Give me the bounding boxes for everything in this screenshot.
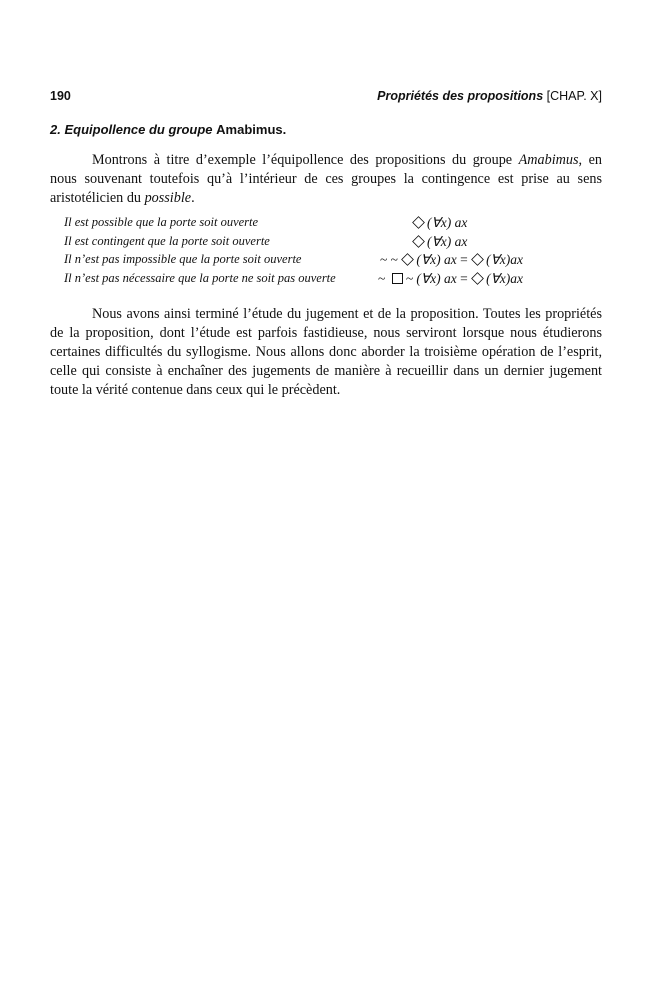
possibility-diamond-icon xyxy=(401,253,414,266)
formula-equivalent: (∀x)ax xyxy=(486,270,524,286)
formula-row xyxy=(64,234,602,253)
negation-symbol: ~ xyxy=(378,270,386,286)
formula-body: (∀x) ax xyxy=(427,233,468,249)
equals-sign: = xyxy=(460,252,468,267)
formula-body: (∀x) ax xyxy=(427,215,468,230)
proposition-text: Il est contingent que la porte soit ouverte xyxy=(64,233,270,248)
proposition-text: Il n’est pas impossible que la porte soit ouverte xyxy=(64,252,302,266)
paragraph-text: . xyxy=(191,190,195,206)
formula-list xyxy=(64,215,602,289)
necessity-box-icon xyxy=(392,273,403,284)
formula-row xyxy=(64,252,602,271)
possibility-diamond-icon xyxy=(412,235,425,248)
formula-expression xyxy=(378,271,523,287)
formula-body: (∀x) ax xyxy=(416,252,457,267)
chapter-title-text: Propriétés des propositions xyxy=(377,89,544,103)
paragraph-text: Montrons à titre d’exemple l’équipollence des propositions du groupe xyxy=(92,152,519,168)
possibility-diamond-icon xyxy=(471,253,484,266)
italic-term-amabimus: Amabimus xyxy=(518,152,579,168)
italic-term-possible: possible xyxy=(144,190,192,206)
section-title-group: Amabimus. xyxy=(216,122,287,137)
possibility-diamond-icon xyxy=(471,272,484,285)
formula-body: ~ (∀x) ax xyxy=(405,270,457,286)
proposition-text: Il est possible que la porte soit ouverte xyxy=(64,215,259,229)
negation-symbols: ~ ~ xyxy=(380,252,398,267)
possibility-diamond-icon xyxy=(412,216,425,229)
paragraph-intro xyxy=(50,151,602,208)
equals-sign: = xyxy=(460,270,468,286)
chapter-ref: [CHAP. X] xyxy=(546,89,602,103)
paragraph-conclusion: Nous avons ainsi terminé l’étude du jugement et de la proposition. Toutes les propriétés de la proposition, dont l’étude est parfois fastidieuse, nous serviront lorsque nous étudierons certaines difficultés du syllogisme. Nous allons donc aborder la troisième opération de l’esprit, celle qui consiste à enchaîner des jugements de manière à recueillir dans un dernier jugement toute la vérité contenue dans ceux qui le précèdent. xyxy=(50,306,602,398)
formula-expression xyxy=(380,252,523,268)
formula-equivalent: (∀x)ax xyxy=(486,252,524,267)
formula-expression xyxy=(412,215,467,231)
paragraph-text: , en nous souvenant toutefois qu’à l’intérieur de ces groupes la contingence est prise au sens aristotélicien du xyxy=(50,152,602,206)
page-number: 190 xyxy=(50,89,71,103)
chapter-title xyxy=(377,89,602,103)
section-number: 2. xyxy=(50,122,61,137)
running-head xyxy=(50,89,602,107)
formula-row xyxy=(64,215,602,234)
proposition-text: Il n’est pas nécessaire que la porte ne soit pas ouverte xyxy=(64,270,336,285)
formula-expression xyxy=(412,234,467,250)
formula-row xyxy=(64,271,602,290)
section-heading xyxy=(50,122,286,137)
section-title-italic: Equipollence du groupe xyxy=(64,122,213,137)
